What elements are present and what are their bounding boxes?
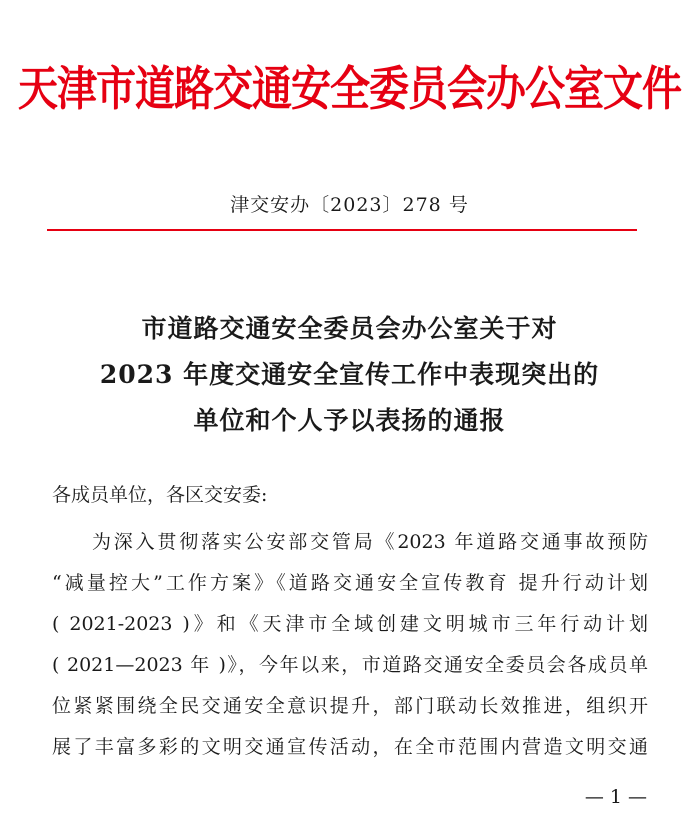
issuer-header: 天津市道路交通安全委员会办公室文件 xyxy=(18,61,681,117)
body-line: 为深入贯彻落实公安部交管局《2023 年道路交通事故预防 xyxy=(92,531,648,553)
title-line-1: 市道路交通安全委员会办公室关于对 xyxy=(141,314,558,343)
document-number: 津交安办〔2023〕278 号 xyxy=(230,194,469,216)
page-number: — 1 — xyxy=(584,786,647,808)
red-separator-rule xyxy=(47,229,637,231)
title-line-3: 单位和个人予以表扬的通报 xyxy=(193,406,506,435)
salutation: 各成员单位，各区交安委: xyxy=(52,484,268,506)
body-line: ( 2021-2023 )》和《天津市全域创建文明城市三年行动计划 xyxy=(52,613,648,635)
body-line: “减量控大”工作方案》《道路交通安全宣传教育 提升行动计划 xyxy=(52,572,648,594)
body-line: ( 2021—2023 年 )》，今年以来，市道路交通安全委员会各成员单 xyxy=(52,654,648,676)
body-line: 展了丰富多彩的文明交通宣传活动，在全市范围内营造文明交通 xyxy=(52,736,648,758)
title-line-2: 2023 年度交通安全宣传工作中表现突出的 xyxy=(99,360,600,389)
body-line: 位紧紧围绕全民交通安全意识提升，部门联动长效推进，组织开 xyxy=(52,695,648,717)
